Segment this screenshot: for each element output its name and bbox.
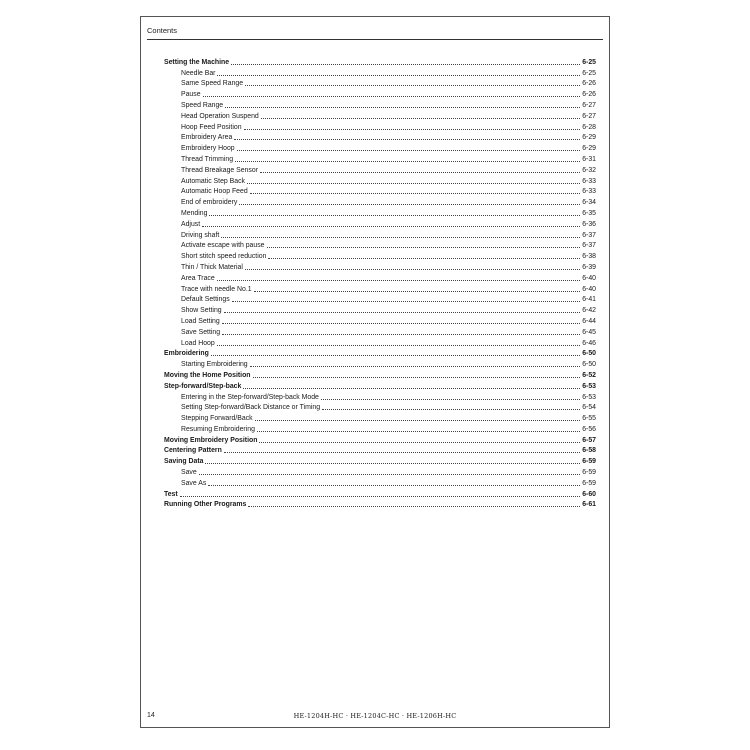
toc-dot-leader (217, 280, 581, 281)
toc-entry-page: 6-28 (582, 123, 596, 131)
toc-dot-leader (222, 323, 581, 324)
toc-dot-leader (224, 312, 581, 313)
toc-entry-title: End of embroidery (181, 199, 238, 207)
toc-dot-leader (221, 237, 580, 238)
toc-subsection-entry[interactable] (164, 304, 596, 315)
toc-entry-page: 6-31 (582, 155, 596, 163)
toc-dot-leader (232, 301, 581, 302)
toc-subsection-entry[interactable] (164, 402, 596, 413)
toc-entry-title: Save Setting (181, 328, 221, 336)
toc-entry-title: Moving the Home Position (164, 371, 251, 379)
toc-section-entry[interactable] (164, 488, 596, 499)
toc-subsection-entry[interactable] (164, 196, 596, 207)
toc-subsection-entry[interactable] (164, 315, 596, 326)
toc-dot-leader (261, 118, 580, 119)
toc-entry-title: Embroidery Hoop (181, 145, 235, 153)
toc-entry-title: Adjust (181, 220, 201, 228)
toc-subsection-entry[interactable] (164, 175, 596, 186)
toc-dot-leader (259, 442, 580, 443)
toc-entry-page: 6-29 (582, 134, 596, 142)
toc-entry-page: 6-33 (582, 177, 596, 185)
toc-entry-page: 6-52 (582, 371, 596, 379)
toc-subsection-entry[interactable] (164, 121, 596, 132)
toc-entry-title: Save (181, 469, 197, 477)
toc-entry-title: Running Other Programs (164, 501, 247, 509)
toc-dot-leader (202, 226, 580, 227)
toc-entry-page: 6-53 (582, 393, 596, 401)
toc-entry-page: 6-58 (582, 447, 596, 455)
toc-entry-title: Mending (181, 209, 208, 217)
toc-entry-page: 6-27 (582, 112, 596, 120)
toc-entry-page: 6-41 (582, 296, 596, 304)
toc-dot-leader (180, 496, 581, 497)
toc-dot-leader (254, 291, 581, 292)
toc-entry-title: Hoop Feed Position (181, 123, 242, 131)
toc-entry-page: 6-54 (582, 404, 596, 412)
toc-entry-title: Show Setting (181, 307, 222, 315)
toc-entry-page: 6-37 (582, 231, 596, 239)
toc-subsection-entry[interactable] (164, 391, 596, 402)
toc-entry-page: 6-38 (582, 253, 596, 261)
toc-section-entry[interactable] (164, 348, 596, 359)
toc-entry-title: Driving shaft (181, 231, 220, 239)
table-of-contents (164, 56, 596, 509)
toc-entry-page: 6-50 (582, 350, 596, 358)
toc-dot-leader (217, 75, 580, 76)
toc-entry-page: 6-25 (582, 69, 596, 77)
toc-dot-leader (322, 409, 580, 410)
toc-entry-title: Embroidering (164, 350, 209, 358)
toc-dot-leader (235, 161, 580, 162)
toc-dot-leader (208, 485, 580, 486)
toc-entry-title: Stepping Forward/Back (181, 415, 253, 423)
toc-entry-page: 6-26 (582, 80, 596, 88)
toc-dot-leader (247, 183, 580, 184)
toc-entry-title: Starting Embroidering (181, 361, 248, 369)
toc-entry-page: 6-53 (582, 382, 596, 390)
toc-dot-leader (199, 474, 580, 475)
toc-subsection-entry[interactable] (164, 261, 596, 272)
toc-section-entry[interactable] (164, 499, 596, 510)
toc-dot-leader (267, 247, 581, 248)
toc-entry-page: 6-32 (582, 166, 596, 174)
header-divider (147, 39, 603, 40)
toc-entry-page: 6-45 (582, 328, 596, 336)
toc-entry-title: Thread Trimming (181, 155, 234, 163)
toc-subsection-entry[interactable] (164, 67, 596, 78)
toc-entry-page: 6-29 (582, 145, 596, 153)
toc-subsection-entry[interactable] (164, 207, 596, 218)
toc-entry-title: Load Setting (181, 317, 220, 325)
toc-entry-title: Short stitch speed reduction (181, 253, 267, 261)
toc-section-entry[interactable] (164, 445, 596, 456)
toc-subsection-entry[interactable] (164, 99, 596, 110)
toc-dot-leader (239, 204, 580, 205)
toc-entry-title: Same Speed Range (181, 80, 244, 88)
toc-subsection-entry[interactable] (164, 186, 596, 197)
toc-subsection-entry[interactable] (164, 477, 596, 488)
toc-entry-title: Saving Data (164, 458, 204, 466)
toc-entry-title: Head Operation Suspend (181, 112, 259, 120)
toc-subsection-entry[interactable] (164, 110, 596, 121)
toc-entry-title: Default Settings (181, 296, 230, 304)
toc-subsection-entry[interactable] (164, 142, 596, 153)
toc-dot-leader (222, 334, 580, 335)
toc-entry-page: 6-39 (582, 263, 596, 271)
toc-entry-title: Centering Pattern (164, 447, 222, 455)
toc-entry-page: 6-57 (582, 436, 596, 444)
toc-subsection-entry[interactable] (164, 358, 596, 369)
toc-entry-title: Moving Embroidery Position (164, 436, 258, 444)
toc-entry-page: 6-36 (582, 220, 596, 228)
page-number: 14 (147, 712, 155, 719)
page-header-title: Contents (147, 26, 178, 35)
toc-subsection-entry[interactable] (164, 240, 596, 251)
toc-entry-title: Step-forward/Step-back (164, 382, 242, 390)
toc-dot-leader (268, 258, 580, 259)
toc-subsection-entry[interactable] (164, 132, 596, 143)
toc-dot-leader (255, 420, 581, 421)
toc-entry-title: Speed Range (181, 101, 224, 109)
toc-entry-title: Activate escape with pause (181, 242, 265, 250)
toc-dot-leader (253, 377, 581, 378)
toc-entry-title: Thread Breakage Sensor (181, 166, 258, 174)
document-page (140, 16, 610, 728)
toc-subsection-entry[interactable] (164, 294, 596, 305)
toc-entry-title: Setting Step-forward/Back Distance or Timing (181, 404, 321, 412)
toc-dot-leader (217, 345, 580, 346)
toc-entry-page: 6-55 (582, 415, 596, 423)
toc-subsection-entry[interactable] (164, 218, 596, 229)
toc-dot-leader (203, 96, 581, 97)
toc-entry-page: 6-26 (582, 91, 596, 99)
toc-entry-title: Resuming Embroidering (181, 425, 255, 433)
toc-entry-title: Setting the Machine (164, 58, 230, 66)
toc-dot-leader (224, 452, 580, 453)
toc-dot-leader (244, 129, 581, 130)
toc-entry-title: Save As (181, 479, 207, 487)
toc-entry-title: Thin / Thick Material (181, 263, 243, 271)
toc-entry-page: 6-35 (582, 209, 596, 217)
toc-entry-page: 6-27 (582, 101, 596, 109)
toc-dot-leader (205, 463, 580, 464)
toc-entry-title: Needle Bar (181, 69, 216, 77)
toc-dot-leader (225, 107, 580, 108)
toc-section-entry[interactable] (164, 56, 596, 67)
toc-entry-page: 6-40 (582, 285, 596, 293)
toc-dot-leader (234, 139, 580, 140)
toc-entry-title: Entering in the Step-forward/Step-back Mode (181, 393, 319, 401)
toc-entry-title: Test (164, 490, 178, 498)
toc-dot-leader (250, 193, 581, 194)
toc-entry-page: 6-59 (582, 458, 596, 466)
toc-entry-title: Load Hoop (181, 339, 215, 347)
toc-subsection-entry[interactable] (164, 337, 596, 348)
toc-subsection-entry[interactable] (164, 164, 596, 175)
toc-dot-leader (245, 269, 580, 270)
toc-dot-leader (321, 399, 580, 400)
toc-dot-leader (257, 431, 580, 432)
toc-entry-page: 6-42 (582, 307, 596, 315)
toc-entry-title: Embroidery Area (181, 134, 233, 142)
toc-subsection-entry[interactable] (164, 250, 596, 261)
toc-dot-leader (250, 366, 581, 367)
toc-dot-leader (209, 215, 580, 216)
toc-dot-leader (260, 172, 580, 173)
toc-section-entry[interactable] (164, 434, 596, 445)
toc-dot-leader (231, 64, 580, 65)
toc-subsection-entry[interactable] (164, 283, 596, 294)
toc-entry-page: 6-59 (582, 469, 596, 477)
toc-dot-leader (237, 150, 581, 151)
toc-entry-page: 6-50 (582, 361, 596, 369)
model-footer: HE-1204H-HC · HE-1204C-HC · HE-1206H-HC (293, 712, 457, 720)
toc-dot-leader (211, 355, 580, 356)
toc-subsection-entry[interactable] (164, 423, 596, 434)
toc-subsection-entry[interactable] (164, 412, 596, 423)
toc-entry-page: 6-46 (582, 339, 596, 347)
toc-entry-page: 6-60 (582, 490, 596, 498)
toc-entry-page: 6-37 (582, 242, 596, 250)
toc-entry-page: 6-34 (582, 199, 596, 207)
toc-entry-title: Automatic Step Back (181, 177, 245, 185)
toc-section-entry[interactable] (164, 369, 596, 380)
toc-entry-page: 6-59 (582, 479, 596, 487)
toc-subsection-entry[interactable] (164, 466, 596, 477)
toc-entry-title: Trace with needle No.1 (181, 285, 252, 293)
toc-entry-page: 6-44 (582, 317, 596, 325)
toc-dot-leader (243, 388, 580, 389)
toc-subsection-entry[interactable] (164, 88, 596, 99)
toc-entry-page: 6-40 (582, 274, 596, 282)
toc-dot-leader (248, 506, 580, 507)
toc-subsection-entry[interactable] (164, 78, 596, 89)
toc-section-entry[interactable] (164, 455, 596, 466)
toc-dot-leader (245, 85, 580, 86)
toc-entry-title: Pause (181, 91, 201, 99)
toc-entry-page: 6-33 (582, 188, 596, 196)
toc-entry-page: 6-61 (582, 501, 596, 509)
toc-subsection-entry[interactable] (164, 326, 596, 337)
toc-subsection-entry[interactable] (164, 153, 596, 164)
toc-subsection-entry[interactable] (164, 229, 596, 240)
toc-entry-title: Area Trace (181, 274, 215, 282)
toc-entry-page: 6-25 (582, 58, 596, 66)
toc-subsection-entry[interactable] (164, 272, 596, 283)
toc-entry-title: Automatic Hoop Feed (181, 188, 248, 196)
toc-entry-page: 6-56 (582, 425, 596, 433)
toc-section-entry[interactable] (164, 380, 596, 391)
